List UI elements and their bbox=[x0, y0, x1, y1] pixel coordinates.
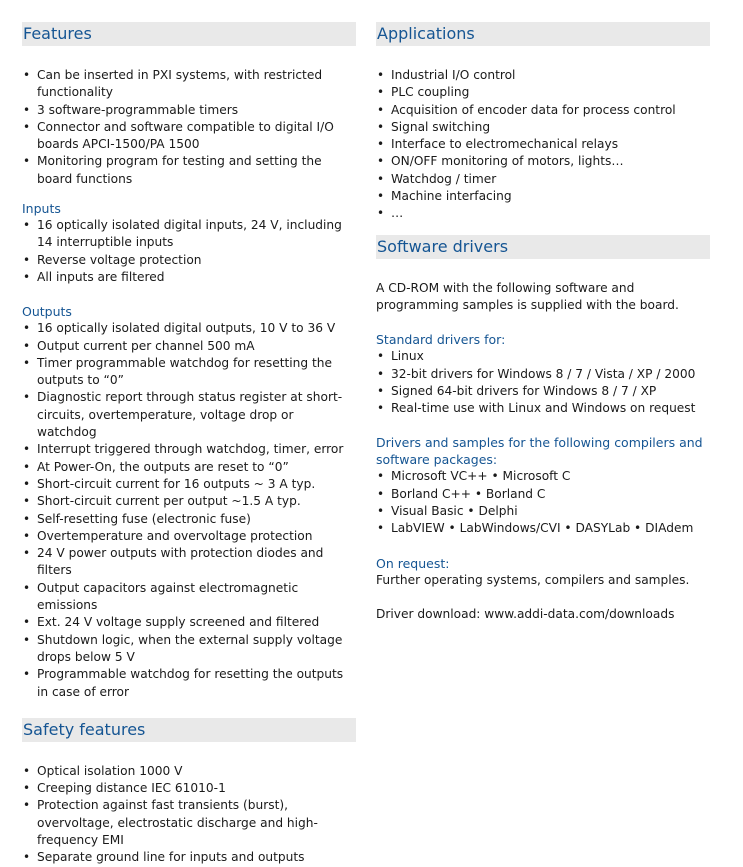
list-item: • Reverse voltage protection bbox=[22, 252, 356, 269]
features-heading: Features bbox=[22, 22, 356, 46]
list-item: • Acquisition of encoder data for process control bbox=[376, 102, 710, 119]
list-item: • Real-time use with Linux and Windows on request bbox=[376, 400, 710, 417]
list-item: • Signal switching bbox=[376, 119, 710, 136]
list-item: • ON/OFF monitoring of motors, lights… bbox=[376, 153, 710, 170]
standard-drivers-list bbox=[376, 348, 710, 417]
list-item: • Separate ground line for inputs and outputs bbox=[22, 849, 356, 866]
software-intro: A CD-ROM with the following software and programming samples is supplied with the board. bbox=[376, 280, 679, 312]
inputs-heading: Inputs bbox=[22, 201, 61, 217]
compilers-list bbox=[376, 468, 710, 537]
list-item: • Output current per channel 500 mA bbox=[22, 338, 356, 355]
list-item: • Programmable watchdog for resetting the outputs in case of error bbox=[22, 666, 356, 701]
list-item: • Connector and software compatible to digital I/O boards APCI-1500/PA 1500 bbox=[22, 119, 356, 154]
list-item: • Creeping distance IEC 61010-1 bbox=[22, 780, 356, 797]
safety-features-list bbox=[22, 763, 356, 867]
list-item: • Linux bbox=[376, 348, 710, 365]
list-item: • Industrial I/O control bbox=[376, 67, 710, 84]
list-item: • Self-resetting fuse (electronic fuse) bbox=[22, 511, 356, 528]
list-item: • Diagnostic report through status register at short-circuits, overtemperature, voltage drop or watchdog bbox=[22, 389, 356, 441]
list-item: • LabVIEW • LabWindows/CVI • DASYLab • DIAdem bbox=[376, 520, 710, 537]
list-item: • Interface to electromechanical relays bbox=[376, 136, 710, 153]
software-drivers-heading: Software drivers bbox=[376, 235, 710, 259]
list-item: • PLC coupling bbox=[376, 84, 710, 101]
compilers-heading: Drivers and samples for the following compilers and software packages: bbox=[376, 435, 703, 468]
list-item: • 16 optically isolated digital outputs, 10 V to 36 V bbox=[22, 320, 356, 337]
applications-heading: Applications bbox=[376, 22, 710, 46]
outputs-heading: Outputs bbox=[22, 304, 72, 320]
applications-list bbox=[376, 67, 710, 223]
standard-drivers-heading: Standard drivers for: bbox=[376, 332, 506, 348]
list-item: • At Power-On, the outputs are reset to “0” bbox=[22, 459, 356, 476]
list-item: • All inputs are filtered bbox=[22, 269, 356, 286]
left-column bbox=[22, 22, 356, 867]
list-item: • 3 software-programmable timers bbox=[22, 102, 356, 119]
list-item: • 24 V power outputs with protection diodes and filters bbox=[22, 545, 356, 580]
list-item: • Borland C++ • Borland C bbox=[376, 486, 710, 503]
features-list bbox=[22, 67, 356, 188]
list-item: • 16 optically isolated digital inputs, 24 V, including 14 interruptible inputs bbox=[22, 217, 356, 252]
list-item: • Optical isolation 1000 V bbox=[22, 763, 356, 780]
list-item: • … bbox=[376, 205, 710, 222]
list-item: • Protection against fast transients (burst), overvoltage, electrostatic discharge and high-frequency EMI bbox=[22, 797, 356, 849]
list-item: • Signed 64-bit drivers for Windows 8 / 7 / XP bbox=[376, 383, 710, 400]
list-item: • Output capacitors against electromagnetic emissions bbox=[22, 580, 356, 615]
list-item: • Ext. 24 V voltage supply screened and filtered bbox=[22, 614, 356, 631]
outputs-list bbox=[22, 320, 356, 701]
list-item: • Can be inserted in PXI systems, with restricted functionality bbox=[22, 67, 356, 102]
driver-download-text: Driver download: www.addi-data.com/downloads bbox=[376, 606, 675, 621]
list-item: • Monitoring program for testing and setting the board functions bbox=[22, 153, 356, 188]
list-item: • Overtemperature and overvoltage protection bbox=[22, 528, 356, 545]
safety-features-heading: Safety features bbox=[22, 718, 356, 742]
list-item: • 32-bit drivers for Windows 8 / 7 / Vista / XP / 2000 bbox=[376, 366, 710, 383]
list-item: • Timer programmable watchdog for resetting the outputs to “0” bbox=[22, 355, 356, 390]
list-item: • Machine interfacing bbox=[376, 188, 710, 205]
on-request-text: Further operating systems, compilers and samples. bbox=[376, 572, 690, 587]
list-item: • Microsoft VC++ • Microsoft C bbox=[376, 468, 710, 485]
list-item: • Short-circuit current for 16 outputs ~ 3 A typ. bbox=[22, 476, 356, 493]
list-item: • Short-circuit current per output ~1.5 A typ. bbox=[22, 493, 356, 510]
inputs-list bbox=[22, 217, 356, 286]
list-item: • Visual Basic • Delphi bbox=[376, 503, 710, 520]
on-request-heading: On request: bbox=[376, 555, 450, 571]
list-item: • Interrupt triggered through watchdog, timer, error bbox=[22, 441, 356, 458]
right-column bbox=[376, 22, 710, 623]
list-item: • Shutdown logic, when the external supply voltage drops below 5 V bbox=[22, 632, 356, 667]
list-item: • Watchdog / timer bbox=[376, 171, 710, 188]
